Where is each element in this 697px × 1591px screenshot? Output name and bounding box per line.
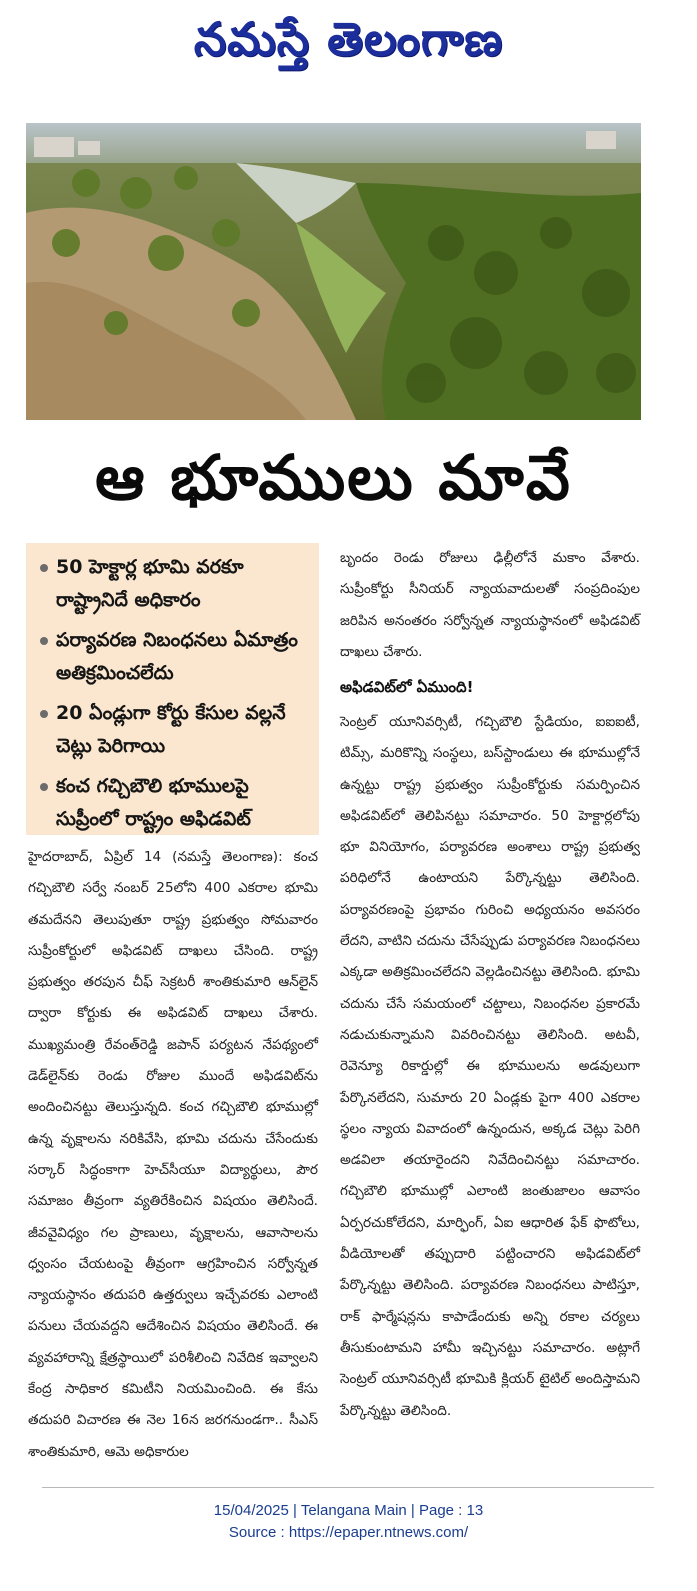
highlight-item bbox=[36, 770, 311, 836]
bullet-dot-icon bbox=[40, 783, 48, 791]
aerial-land-photo bbox=[26, 123, 641, 420]
newspaper-masthead: నమస్తే తెలంగాణ bbox=[193, 12, 504, 66]
highlight-text: 20 ఏండ్లుగా కోర్టు కేసుల వల్లనే చెట్లు పెరిగాయి bbox=[56, 702, 286, 757]
highlight-text: కంచ గచ్చిబౌలి భూములపై సుప్రీంలో రాష్ట్రం అఫిడవిట్ bbox=[56, 775, 251, 830]
highlight-item bbox=[36, 697, 311, 763]
page-footer bbox=[0, 1500, 697, 1544]
article-paragraph: సెంట్రల్ యూనివర్సిటీ, గచ్చిబౌలి స్టేడియం, ఐఐఐటీ, టిమ్స్, మరికొన్ని సంస్థలు, బస్‌స్టాండులు ఈ భూముల్లోనే ఉన్నట్టు రాష్ట్ర ప్రభుత్వం సుప్రీంకోర్టుకు సమర్పించిన అఫిడవిట్‌లో తెలిపినట్టు సమాచారం. 50 హెక్టార్లలోపు భూ వినియోగం, పర్యావరణ అంశాలు రాష్ట్ర ప్రభుత్వ పరిధిలోనే ఉంటాయని పేర్కొన్నట్టు తెలిసింది. పర్యావరణంపై ప్రభావం గురించి అధ్యయనం అవసరం లేదని, వాటిని చదును చేసేప్పుడు పర్యావరణ నిబంధనలు ఎక్కడా అతిక్రమించలేదని వెల్లడించినట్టు తెలిసింది. భూమి చదును చేసే సమయంలో చట్టాలు, నిబంధనల ప్రకారమే నడుచుకున్నామని వివరించినట్టు తెలిసింది. అటవీ, రెవెన్యూ రికార్డుల్లో ఈ భూములను అడవులుగా పేర్కొనలేదని, సుమారు 20 ఏండ్లకు పైగా 400 ఎకరాల స్థలం న్యాయ వివాదంలో ఉన్నందున, అక్కడ చెట్లు పెరిగి అడవిలా తయారైందని నివేదించినట్టు సమాచారం. గచ్చిబౌలి భూముల్లో ఎలాంటి జంతుజాలం ఆవాసం ఏర్పరచుకోలేదని, మార్ఫింగ్, ఏఐ ఆధారిత ఫేక్ ఫొటోలు, వీడియోలతో తప్పుదారి పట్టించారని అఫిడవిట్‌లో పేర్కొన్నట్టు తెలిసింది. పర్యావరణ నిబంధనలు పాటిస్తూ, రాక్ ఫార్మేషన్లను కాపాడేందుకు అన్ని రకాల చర్యలు తీసుకుంటామని హామీ ఇచ్చినట్టు సమాచారం. అట్లాగే సెంట్రల్ యూనివర్సిటీ భూమికి క్లియర్ టైటిల్ అందిస్తామని పేర్కొన్నట్టు తెలిసింది. bbox=[340, 714, 640, 1419]
edition-date-page: 15/04/2025 | Telangana Main | Page : 13 bbox=[213, 1502, 484, 1519]
article-body-left-column bbox=[28, 842, 318, 1468]
bullet-dot-icon bbox=[40, 564, 48, 572]
article-paragraph: బృందం రెండు రోజులు ఢిల్లీలోనే మకాం వేశారు. సుప్రీంకోర్టు సీనియర్ న్యాయవాదులతో సంప్రదింపుల జరిపిన అనంతరం సర్వోన్నత న్యాయస్థానంలో అఫిడవిట్ దాఖలు చేశారు. bbox=[340, 550, 640, 660]
source-url[interactable]: Source : https://epaper.ntnews.com/ bbox=[228, 1524, 469, 1541]
article-subheading: అఫిడవిట్‌లో ఏముంది! bbox=[340, 678, 474, 696]
forest-aerial-image bbox=[26, 123, 641, 420]
article-body-right-column bbox=[340, 707, 640, 1427]
bullet-dot-icon bbox=[40, 710, 48, 718]
highlight-item bbox=[36, 624, 311, 690]
highlight-text: 50 హెక్టార్ల భూమి వరకూ రాష్ట్రానిదే అధికారం bbox=[56, 556, 244, 611]
footer-divider bbox=[42, 1487, 654, 1488]
article-headline: ఆ భూములు మావే bbox=[95, 441, 572, 514]
article-body-right-top bbox=[340, 543, 640, 668]
bullet-dot-icon bbox=[40, 637, 48, 645]
highlight-text: పర్యావరణ నిబంధనలు ఏమాత్రం అతిక్రమించలేదు bbox=[56, 629, 298, 684]
article-paragraph: హైదరాబాద్, ఏప్రిల్ 14 (నమస్తే తెలంగాణ): కంచ గచ్చిబౌలి సర్వే నంబర్ 25లోని 400 ఎకరాల భూమి తమదేనని తెలుపుతూ రాష్ట్ర ప్రభుత్వం సోమవారం సుప్రీంకోర్టులో అఫిడవిట్ దాఖలు చేసింది. రాష్ట్ర ప్రభుత్వం తరపున చీఫ్ సెక్రటరీ శాంతికుమారి ఆన్‌లైన్ ద్వారా కోర్టుకు ఈ అఫిడవిట్ దాఖలు చేశారు. ముఖ్యమంత్రి రేవంత్‌రెడ్డి జపాన్ పర్యటన నేపథ్యంలో డెడ్‌లైన్‌కు రెండు రోజుల ముందే అఫిడవిట్‌ను అందించినట్టు తెలుస్తున్నది. కంచ గచ్చిబౌలి భూముల్లో ఉన్న వృక్షాలను నరికివేసి, భూమి చదును చేసేందుకు సర్కార్ సిద్ధంకాగా హెచ్‌సీయూ విద్యార్థులు, పౌర సమాజం తీవ్రంగా వ్యతిరేకించిన విషయం తెలిసిందే. జీవవైవిధ్యం గల ప్రాణులు, వృక్షాలను, ఆవాసాలను ధ్వంసం చేయటంపై తీవ్రంగా ఆగ్రహించిన సర్వోన్నత న్యాయస్థానం తదుపరి ఉత్తర్వులు ఇచ్చేవరకు ఎలాంటి పనులు చేయవద్దని ఆదేశించిన విషయం తెలిసిందే. ఈ వ్యవహారాన్ని క్షేత్రస్థాయిలో పరిశీలించి నివేదిక ఇవ్వాలని కేంద్ర సాధికార కమిటీని నియమించింది. ఈ కేసు తదుపరి విచారణ ఈ నెల 16న జరగనుండగా.. సీఎస్ శాంతికుమారి, ఆమె అధికారుల bbox=[28, 849, 318, 1460]
highlights-box bbox=[26, 543, 319, 835]
highlight-item bbox=[36, 551, 311, 617]
